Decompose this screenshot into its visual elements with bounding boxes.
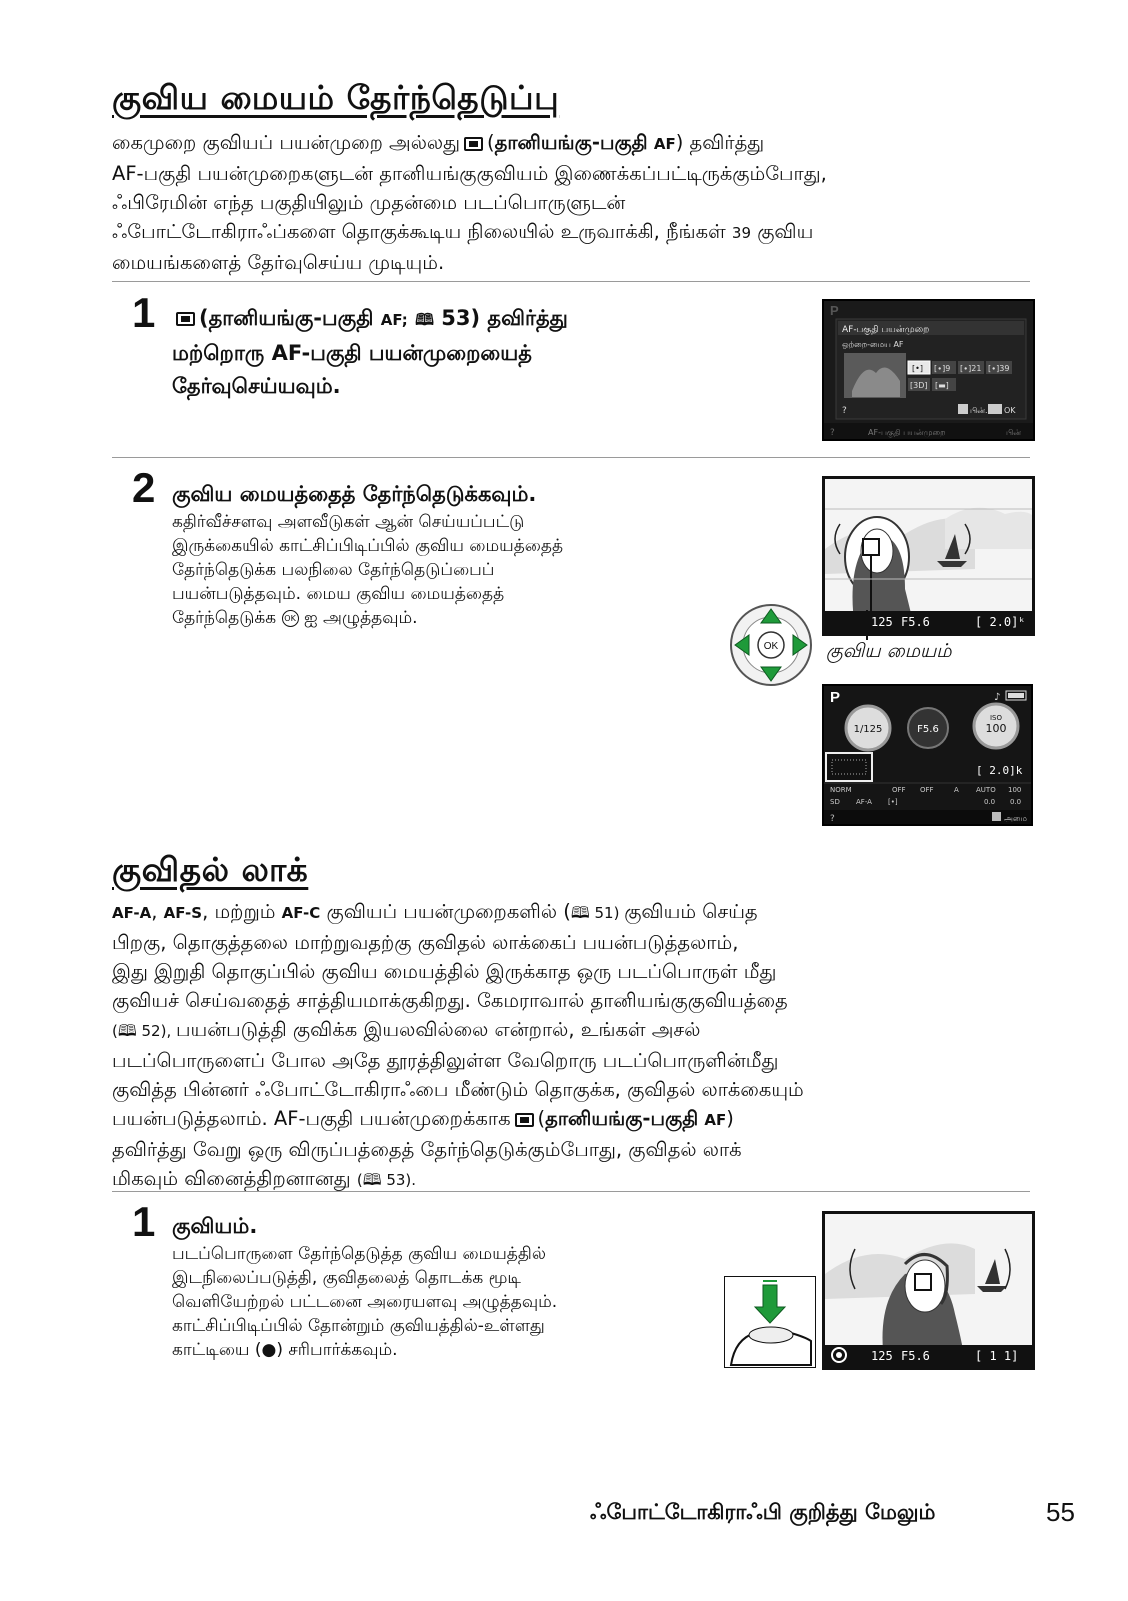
shutter-readout: 125 — [871, 1349, 893, 1363]
step-1-body: படப்பொருளை தேர்ந்தெடுத்த குவிய மையத்தில் இடநிலைப்படுத்தி, குவிதலைத் தொடக்க மூடி வெளியேற்றல் பட்டனை அரையளவு அழுத்தவும். காட்சிப்பிடிப்பில் தோன்றும் குவியத்தில்-உள்ளது காட்டியை (●) சரிபார்க்கவும். — [172, 1244, 558, 1360]
intro-line: AF-பகுதி பயன்முறைகளுடன் தானியங்குகுவியம் இணைக்கப்பட்டிருக்கும்போது, — [112, 162, 827, 185]
svg-text:OK: OK — [763, 641, 779, 652]
svg-text:?: ? — [830, 814, 835, 824]
svg-text:[3D]: [3D] — [910, 381, 928, 390]
multi-selector[interactable] — [729, 603, 813, 687]
svg-text:0.0: 0.0 — [1010, 798, 1022, 806]
section-heading-focus-lock: குவிதல் லாக் — [112, 850, 309, 889]
mode-label: P — [830, 303, 839, 318]
aperture-readout: F5.6 — [901, 615, 930, 629]
info-icon — [992, 812, 1001, 821]
svg-text:OFF: OFF — [892, 786, 906, 794]
ok-button-icon: OK — [282, 610, 299, 627]
svg-text:அமை: அமை — [1004, 814, 1027, 823]
svg-text:100: 100 — [1008, 786, 1022, 794]
divider — [112, 281, 1030, 282]
svg-text:[∙]21: [∙]21 — [960, 364, 982, 373]
exposures-readout: [ 2.0]ᵏ — [975, 615, 1026, 629]
svg-text:[∙]9: [∙]9 — [934, 364, 951, 373]
focus-point-caption: குவிய மையம் — [826, 640, 952, 662]
exposures-remaining: [ 2.0]k — [976, 764, 1023, 777]
step-1-title: குவியம். — [172, 1214, 258, 1238]
step-number: 1 — [132, 1198, 156, 1245]
mode-label: P — [830, 689, 841, 706]
focus-point-indicator — [826, 753, 872, 781]
book-icon: 🕮 — [117, 1021, 137, 1040]
svg-text:OFF: OFF — [920, 786, 934, 794]
shutter-readout: 125 — [871, 615, 893, 629]
svg-text:[∙]39: [∙]39 — [988, 364, 1010, 373]
step-number: 1 — [132, 289, 156, 336]
intro-line: மையங்களைத் தேர்வுசெய்ய முடியும். — [112, 251, 445, 274]
intro-line: கைமுறை குவியப் பயன்முறை அல்லது (தானியங்கு-பகுதி AF) தவிர்த்து — [112, 131, 765, 154]
step-2-body: கதிர்வீச்சளவு அளவீடுகள் ஆன் செய்யப்பட்டு இருக்கையில் காட்சிப்பிடிப்பில் குவிய மையத்தைத் தேர்ந்தெடுக்க பலநிலை தேர்ந்தெடுப்பைப் பயன்படுத்தவும். மைய குவிய மையத்தைத் தேர்ந்தெடுக்க OK ஐ அழுத்தவும். — [172, 512, 564, 628]
svg-text:பின்.: பின். — [970, 406, 988, 415]
svg-text:F5.6: F5.6 — [917, 724, 939, 735]
viewfinder-focus-point — [822, 476, 1035, 636]
svg-text:[•]: [•] — [888, 798, 898, 806]
in-focus-indicator-icon: ● — [261, 1340, 277, 1360]
divider — [112, 457, 1030, 458]
svg-text:AF-A: AF-A — [856, 798, 872, 806]
svg-text:NORM: NORM — [830, 786, 852, 794]
menu-title: AF-பகுதி பயன்முறை — [842, 325, 930, 335]
step-2-title: குவிய மையத்தைத் தேர்ந்தெடுக்கவும். — [172, 482, 537, 506]
divider — [112, 1191, 1030, 1192]
auto-area-af-icon — [176, 312, 195, 326]
aperture-readout: F5.6 — [901, 1349, 930, 1363]
svg-text:AUTO: AUTO — [976, 786, 996, 794]
book-icon: 🕮 — [362, 1170, 382, 1189]
ok-icon — [988, 404, 1002, 414]
info-display-screen — [822, 684, 1033, 826]
viewfinder-focus-lock — [822, 1211, 1035, 1370]
svg-text:[•]: [•] — [912, 364, 923, 373]
help-label: ? — [842, 406, 847, 416]
svg-text:SD: SD — [830, 798, 840, 806]
page-number: 55 — [1046, 1497, 1075, 1527]
intro-line: ஃபோட்டோகிராஃப்களை தொகுக்கூடிய நிலையில் உருவாக்கி, நீங்கள் 39 குவிய — [112, 220, 814, 243]
svg-text:பின்: பின் — [1006, 428, 1022, 437]
book-icon: 🕮 — [415, 310, 434, 329]
svg-text:0.0: 0.0 — [984, 798, 996, 806]
svg-text:OK: OK — [1004, 406, 1016, 415]
focus-lock-paragraph: AF-A, AF-S, மற்றும் AF-C குவியப் பயன்முறைகளில் (🕮 51) குவியம் செய்த பிறகு, தொகுத்தலை மாற்றுவதற்கு குவிதல் லாக்கைப் பயன்படுத்தலாம், இது இறுதி தொகுப்பில் குவிய மையத்தில் இருக்காத ஒரு படப்பொருள் மீது குவியச் செய்வதைத் சாத்தியமாக்குகிறது. கேமராவால் தானியங்குகுவியத்தை (🕮 52), பயன்படுத்தி குவிக்க இயலவில்லை என்றால், உங்கள் அசல் படப்பொருளைப் போல அதே தூரத்திலுள்ள வேறொரு படப்பொருளின்மீது குவித்த பின்னர் ஃபோட்டோகிராஃபை மீண்டும் தொகுக்க, குவிதல் லாக்கையும் பயன்படுத்தலாம். AF-பகுதி பயன்முறைக்காக (தானியங்கு-பகுதி AF) தவிர்த்து வேறு ஒரு விருப்பத்தைத் தேர்ந்தெடுக்கும்போது, குவிதல் லாக் மிகவும் வினைத்திறனானது (🕮 53). — [112, 900, 804, 1190]
viewfinder-info-bar — [825, 1345, 1032, 1367]
svg-text:AF-பகுதி பயன்முறை: AF-பகுதி பயன்முறை — [868, 428, 946, 437]
intro-line: ஃபிரேமின் எந்த பகுதியிலும் முதன்மை படப்பொருளுடன் — [112, 191, 626, 214]
book-icon: 🕮 — [570, 903, 590, 922]
auto-area-af-icon — [515, 1113, 534, 1127]
step-number: 2 — [132, 464, 156, 511]
svg-text:[▬]: [▬] — [935, 381, 949, 390]
back-icon — [958, 404, 968, 414]
svg-text:A: A — [954, 786, 959, 794]
exposures-readout: [ 1 1] — [975, 1349, 1019, 1363]
svg-text:?: ? — [830, 428, 835, 438]
footer-section-title: ஃபோட்டோகிராஃபி குறித்து மேலும் — [590, 1500, 936, 1524]
svg-text:ISO: ISO — [989, 714, 1003, 722]
shutter-press-illustration — [724, 1276, 816, 1368]
down-arrow-icon — [755, 1285, 785, 1323]
auto-area-af-icon — [464, 137, 483, 151]
section-heading-focus-point: குவிய மையம் தேர்ந்தெடுப்பு — [112, 78, 560, 117]
viewfinder-info-bar — [825, 611, 1032, 633]
af-area-menu-screen — [822, 299, 1035, 441]
caption-leader-line — [866, 610, 868, 640]
beep-icon: ♪ — [994, 692, 1001, 703]
step-1-text: (தானியங்கு-பகுதி AF; 🕮 53) தவிர்த்து மற்றொரு AF-பகுதி பயன்முறையைத் தேர்வுசெய்யவும். — [172, 306, 568, 398]
intro-paragraph — [112, 128, 1047, 277]
menu-subtitle: ஒற்றை-மைய AF — [842, 340, 904, 349]
svg-text:100: 100 — [985, 722, 1007, 735]
svg-text:1/125: 1/125 — [853, 724, 883, 735]
